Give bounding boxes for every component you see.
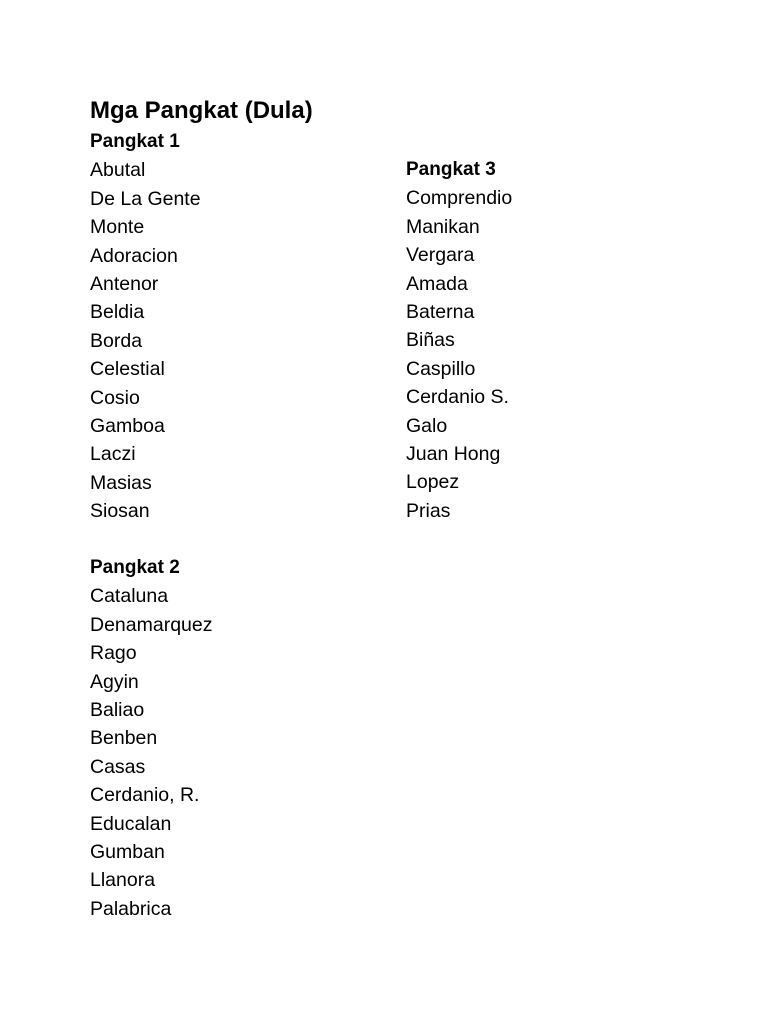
group-pangkat-3 xyxy=(406,156,686,525)
member-name: Beldia xyxy=(90,301,145,324)
member-name: Abutal xyxy=(90,159,146,182)
member-name: Monte xyxy=(90,216,145,239)
member-name: Prias xyxy=(406,499,451,522)
member-name: Borda xyxy=(90,329,143,352)
member-name: Vergara xyxy=(406,244,475,267)
member-name: Biñas xyxy=(406,329,455,352)
group-pangkat-1 xyxy=(90,128,370,525)
member-name: Lopez xyxy=(406,471,460,494)
page-title: Mga Pangkat (Dula) xyxy=(90,97,313,124)
member-name: Baterna xyxy=(406,300,475,323)
member-name: Laczi xyxy=(90,443,136,466)
member-name: Llanora xyxy=(90,869,156,892)
member-name: Palabrica xyxy=(90,897,172,920)
member-name: Masias xyxy=(90,471,152,494)
member-name: Amada xyxy=(406,272,468,295)
member-name: Antenor xyxy=(90,272,159,295)
group-heading: Pangkat 1 xyxy=(90,131,180,152)
member-name: Celestial xyxy=(90,358,165,381)
member-name: Baliao xyxy=(90,698,145,721)
member-list xyxy=(90,156,370,525)
member-name: Denamarquez xyxy=(90,613,213,636)
member-name: Cerdanio, R. xyxy=(90,784,200,807)
member-name: Comprendio xyxy=(406,187,513,210)
member-name: Gamboa xyxy=(90,414,165,437)
group-pangkat-2 xyxy=(90,554,370,923)
member-name: Casas xyxy=(90,755,146,778)
member-name: Galo xyxy=(406,414,448,437)
member-name: Educalan xyxy=(90,812,172,835)
member-name: Juan Hong xyxy=(406,442,501,465)
member-name: Cataluna xyxy=(90,585,169,608)
member-list xyxy=(406,184,686,525)
group-heading: Pangkat 2 xyxy=(90,557,180,578)
member-name: Siosan xyxy=(90,500,150,523)
member-name: Agyin xyxy=(90,670,139,693)
member-name: Rago xyxy=(90,642,137,665)
member-name: Manikan xyxy=(406,215,480,238)
member-name: Cerdanio S. xyxy=(406,386,509,409)
member-name: Benben xyxy=(90,727,158,750)
member-name: Gumban xyxy=(90,840,165,863)
member-name: Caspillo xyxy=(406,357,476,380)
group-heading: Pangkat 3 xyxy=(406,159,496,180)
member-name: Cosio xyxy=(90,386,140,409)
member-name: De La Gente xyxy=(90,187,201,210)
member-name: Adoracion xyxy=(90,244,178,267)
member-list xyxy=(90,582,370,923)
